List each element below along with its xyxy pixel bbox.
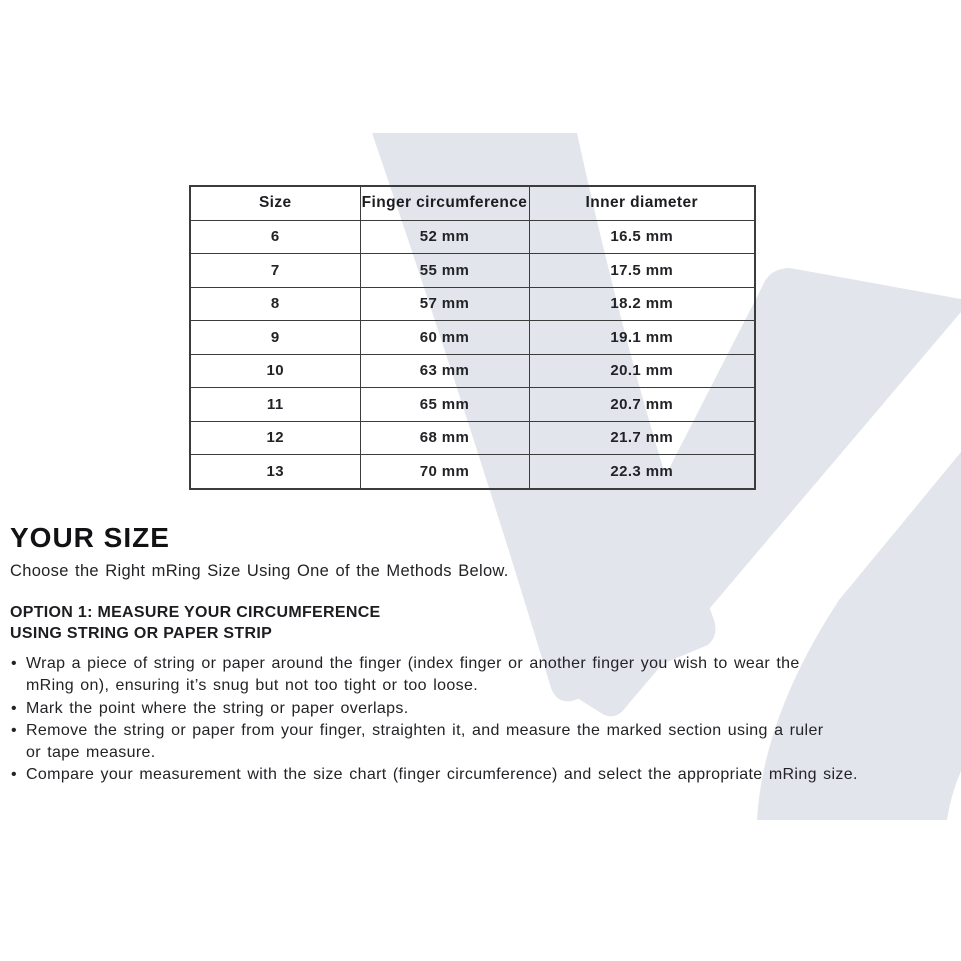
table-body [190,220,755,489]
instruction-line: or tape measure. [26,744,156,762]
table-cell: 17.5 mm [529,254,755,288]
table-row [190,388,755,422]
table-cell: 21.7 mm [529,421,755,455]
table-cell: 70 mm [360,455,529,489]
bullet-icon: • [11,721,17,739]
bullet-icon: • [11,699,17,717]
column-header: Size [190,186,360,220]
table-cell: 8 [190,287,360,321]
table-cell: 68 mm [360,421,529,455]
table-row [190,321,755,355]
table-cell: 7 [190,254,360,288]
column-header: Inner diameter [529,186,755,220]
instruction-line: Wrap a piece of string or paper around the finger (index finger or another finger you wish to wear the [26,655,800,672]
table-cell: 13 [190,455,360,489]
table-cell: 52 mm [360,220,529,254]
instructions-list [10,653,956,787]
option1-heading-line2: USING STRING OR PAPER STRIP [10,624,273,642]
instruction-line: mRing on), ensuring it’s snug but not too tight or too loose. [26,677,479,695]
table-cell: 65 mm [360,388,529,422]
table-cell: 63 mm [360,354,529,388]
table-cell: 22.3 mm [529,455,755,489]
table-header-row [190,186,755,220]
table-cell: 10 [190,354,360,388]
table-cell: 19.1 mm [529,321,755,355]
bullet-icon: • [11,766,17,784]
table-cell: 60 mm [360,321,529,355]
list-item [10,720,956,765]
column-header: Finger circumference [360,186,529,220]
table-cell: 12 [190,421,360,455]
table-cell: 55 mm [360,254,529,288]
table-cell: 20.1 mm [529,354,755,388]
list-item [10,653,956,698]
table-row [190,455,755,489]
bullet-icon: • [11,655,17,672]
table-cell: 20.7 mm [529,388,755,422]
list-item [10,698,956,720]
option1-heading [10,603,381,644]
table-cell: 18.2 mm [529,287,755,321]
table-row [190,287,755,321]
table-row [190,354,755,388]
option1-heading-line1: OPTION 1: MEASURE YOUR CIRCUMFERENCE [10,604,381,621]
instruction-line: Remove the string or paper from your finger, straighten it, and measure the marked section using a ruler [26,721,824,739]
table-cell: 57 mm [360,287,529,321]
ring-size-table [189,185,756,490]
subtitle: Choose the Right mRing Size Using One of the Methods Below. [10,562,509,580]
table-cell: 6 [190,220,360,254]
table-cell: 9 [190,321,360,355]
page-title: YOUR SIZE [10,522,170,553]
table-cell: 16.5 mm [529,220,755,254]
table-row [190,254,755,288]
instruction-line: Compare your measurement with the size chart (finger circumference) and select the appropriate mRing size. [26,766,858,784]
table-row [190,220,755,254]
list-item [10,764,956,786]
instruction-line: Mark the point where the string or paper overlaps. [26,699,409,717]
table-cell: 11 [190,388,360,422]
table-row [190,421,755,455]
